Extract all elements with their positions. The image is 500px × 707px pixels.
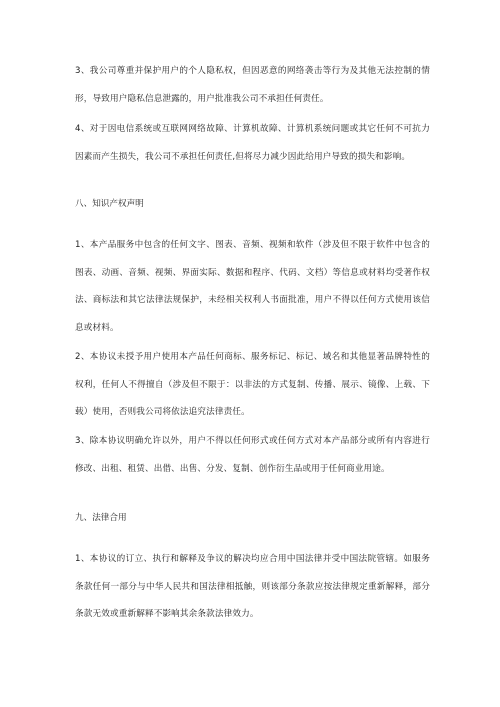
section8-item-3: 3、除本协议明确允许以外，用户不得以任何形式或任何方式对本产品部分或所有内容进行修改、出租、租赁、出借、出售、分发、复制、创作衍生品或用于任何商业用途。	[75, 436, 430, 474]
section7-item-4: 4、对于因电信系统或互联网网络故障、计算机故障、计算机系统问题或其它任何不可抗力因素而产生损失，我公司不承担任何责任,但将尽力减少因此给用户导致的损失和影响。	[75, 124, 430, 162]
section9-heading: 九、法律合用	[75, 513, 127, 523]
section8-item-2: 2、本协议未授予用户使用本产品任何商标、服务标记、标记、域名和其他显著品牌特性的权利，任何人不得擅自（涉及但不限于：以非法的方式复制、传播、展示、镜像、上载、下载）使用，否则我公司将依法追究法律责任。	[75, 352, 430, 417]
section9-item-1: 1、本协议的订立、执行和解释及争议的解决均应合用中国法律并受中国法院管辖。如服务条款任何一部分与中华人民共和国法律相抵触，则该部分条款应按法律规定重新解释，部分条款无效或重新解释不影响其余条款法律效力。	[75, 554, 430, 619]
section8-heading: 八、知识产权声明	[75, 199, 144, 209]
section8-item-1: 1、本产品服务中包含的任何文字、图表、音频、视频和软件（涉及但不限于软件中包含的图表、动画、音频、视频、界面实际、数据和程序、代码、文档）等信息或材料均受著作权法、商标法和其它法律法规保护，未经相关权利人书面批准，用户不得以任何方式使用该信息或材料。	[75, 240, 430, 333]
section7-item-3: 3、我公司尊重并保护用户的个人隐私权，但因恶意的网络袭击等行为及其他无法控制的情形，导致用户隐私信息泄露的，用户批准我公司不承担任何责任。	[75, 66, 430, 104]
